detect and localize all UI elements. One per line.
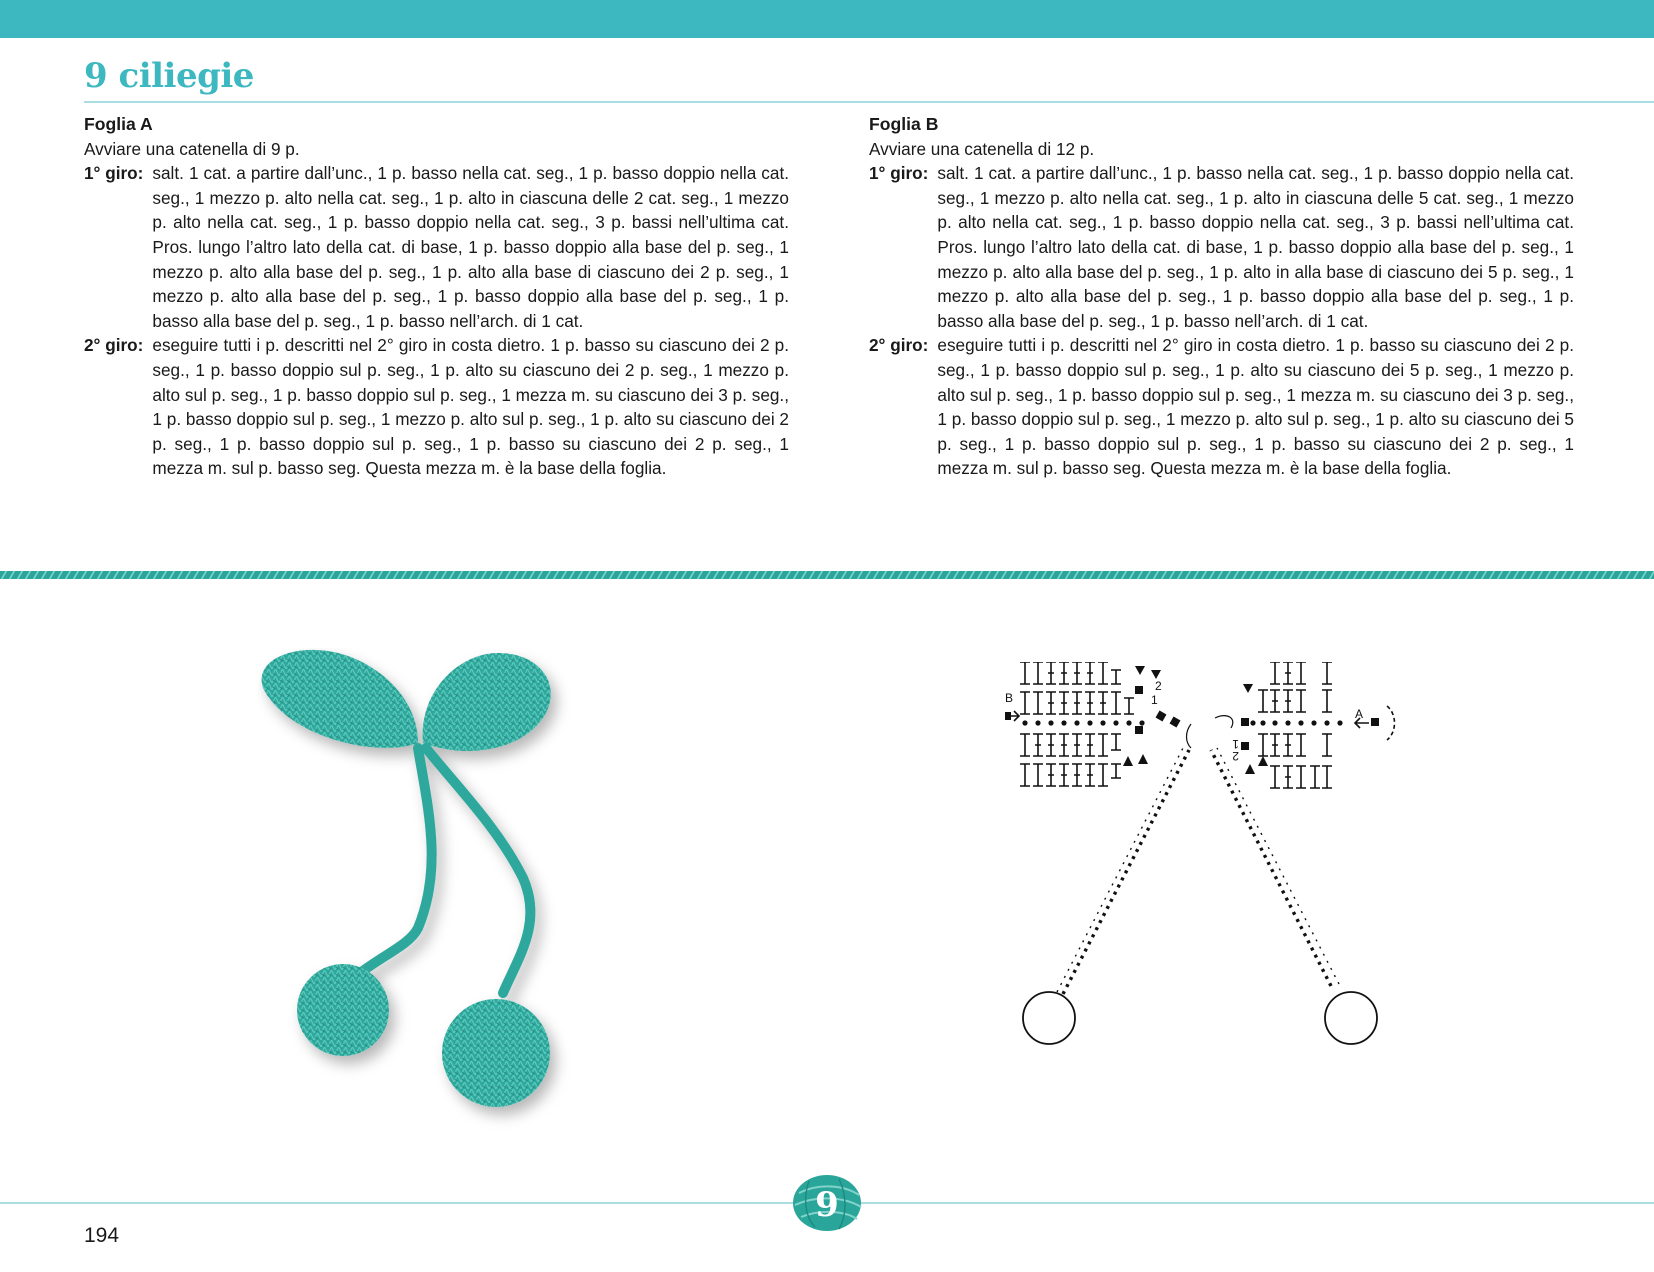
leaf-b-round-2: [869, 333, 1574, 481]
round-text: eseguire tutti i p. descritti nel 2° giro in costa dietro. 1 p. basso su ciascuno dei 2 p. seg., 1 p. basso doppio sul p. seg., 1 p. alto su ciascuno dei 5 p. seg., 1 mezzo p. alto sul p. seg., 1 p. basso doppio sul p. seg., 1 mezza m. su ciascuno dei 3 p. seg., 1 p. basso doppio sul p. seg., 1 mezzo p. alto sul p. seg., 1 p. alto su ciascuno dei 5 p. seg., 1 p. basso doppio sul p. seg., 1 p. basso su ciascuno dei 2 p. seg., 1 mezza m. sul p. basso seg. Questa mezza m. è la base della foglia.: [937, 335, 1574, 479]
cherries-photo: [258, 648, 618, 1178]
cherry-ball-right: [1325, 992, 1377, 1044]
leaf-a-round-1: [84, 161, 789, 333]
round-label: 1° giro:: [84, 163, 144, 184]
label-b: B: [1005, 691, 1014, 705]
page-number: 194: [84, 1224, 120, 1247]
leaf-a-stitches: [1258, 662, 1332, 788]
round-2-label-a: 2: [1232, 749, 1239, 763]
leaf-a-intro: Avviare una catenella di 9 p.: [84, 138, 300, 159]
round-label: 1° giro:: [869, 163, 929, 184]
title-divider: [84, 101, 1654, 103]
leaf-a-shape: [423, 653, 551, 751]
cherry-left: [297, 964, 389, 1056]
round-2-label-b: 2: [1155, 679, 1162, 693]
yarn-ball-marker: [789, 1173, 869, 1233]
cherry-right: [442, 999, 550, 1107]
leaf-b-shape: [262, 650, 418, 748]
stitch-markers: [1005, 666, 1379, 774]
label-a: A: [1355, 707, 1364, 721]
leaf-b-intro: Avviare una catenella di 12 p.: [869, 138, 1095, 159]
round-1-label-a: 1: [1232, 737, 1239, 751]
round-label: 2° giro:: [84, 335, 144, 356]
stem-right: [426, 748, 530, 993]
top-color-band: [0, 0, 1654, 38]
round-label: 2° giro:: [869, 335, 929, 356]
page-title: 9 ciliegie: [84, 56, 254, 96]
round-text: salt. 1 cat. a partire dall’unc., 1 p. basso nella cat. seg., 1 p. basso doppio nella cat. seg., 1 mezzo p. alto nella cat. seg., 1 p. alto in ciascuna delle 2 cat. seg., 1 mezzo p. alto nella cat. seg., 1 p. basso doppio nella cat. seg., 3 p. bassi nell’ultima cat. Pros. lungo l’altro lato della cat. di base, 1 p. basso doppio alla base del p. seg., 1 mezzo p. alto alla base del p. seg., 1 p. alto alla base di ciascuno dei 2 p. seg., 1 mezzo p. alto alla base del p. seg., 1 p. basso doppio alla base del p. seg., 1 p. basso alla base del p. seg., 1 p. basso nell’arch. di 1 cat.: [152, 163, 789, 331]
yarn-divider: [0, 568, 1654, 582]
round-text: eseguire tutti i p. descritti nel 2° giro in costa dietro. 1 p. basso su ciascuno dei 2 p. seg., 1 p. basso doppio sul p. seg., 1 p. alto su ciascuno dei 2 p. seg., 1 mezzo p. alto sul p. seg., 1 p. basso doppio sul p. seg., 1 mezza m. su ciascuno dei 3 p. seg., 1 p. basso doppio sul p. seg., 1 mezzo p. alto sul p. seg., 1 p. alto su ciascuno dei 2 p. seg., 1 p. basso doppio sul p. seg., 1 p. basso su ciascuno dei 2 p. seg., 1 mezza m. sul p. basso seg. Questa mezza m. è la base della foglia.: [152, 335, 789, 479]
stem-chains: [1057, 748, 1339, 994]
leaf-a-round-2: [84, 333, 789, 481]
leaf-b-round-1: [869, 161, 1574, 333]
crochet-chart-diagram: [1005, 662, 1475, 1092]
round-1-label-b: 1: [1151, 693, 1158, 707]
leaf-b-heading: Foglia B: [869, 114, 939, 134]
round-text: salt. 1 cat. a partire dall’unc., 1 p. basso nella cat. seg., 1 p. basso doppio nella cat. seg., 1 mezzo p. alto nella cat. seg., 1 p. alto in ciascuna delle 5 cat. seg., 1 mezzo p. alto nella cat. seg., 1 p. basso doppio nella cat. seg., 3 p. bassi nell’ultima cat. Pros. lungo l’altro lato della cat. di base, 1 p. basso doppio alla base del p. seg., 1 mezzo p. alto alla base del p. seg., 1 p. alto in alla base di ciascuno dei 5 p. seg., 1 mezzo p. alto alla base del p. seg., 1 p. basso doppio alla base del p. seg., 1 p. basso alla base del p. seg., 1 p. basso nell’arch. di 1 cat.: [937, 163, 1574, 331]
leaf-a-instructions: [84, 112, 789, 481]
stem-left: [343, 748, 432, 988]
ball-number: 9: [815, 1185, 839, 1225]
cherry-ball-left: [1023, 992, 1075, 1044]
leaf-b-instructions: [869, 112, 1574, 481]
foundation-chains: [1022, 720, 1342, 725]
leaf-a-heading: Foglia A: [84, 114, 153, 134]
